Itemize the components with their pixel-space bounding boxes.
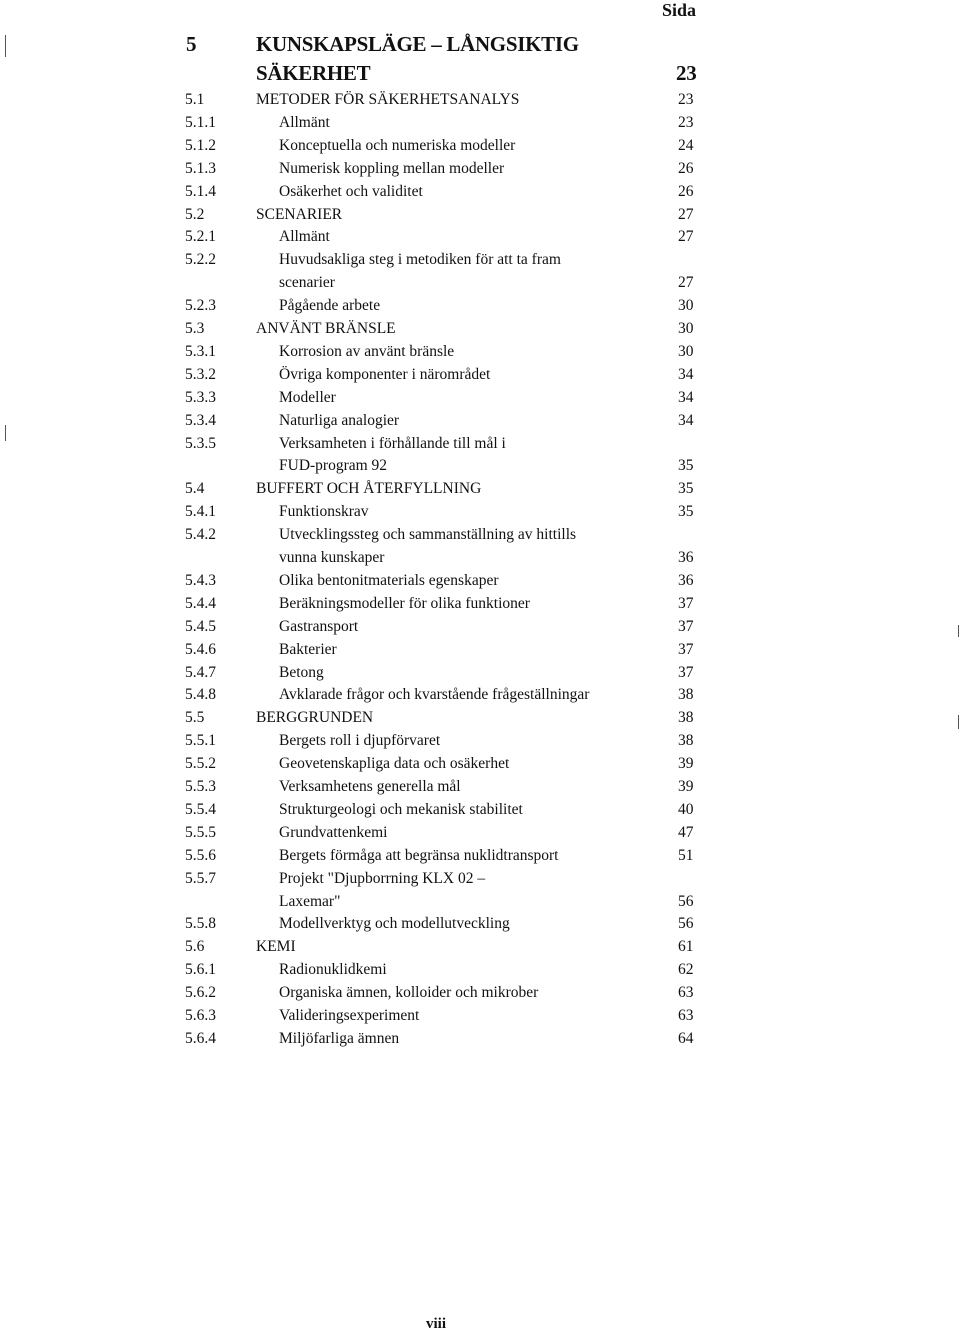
toc-entry-title: Verksamheten i förhållande till mål i <box>279 435 506 452</box>
toc-entry-page: 51 <box>678 847 694 864</box>
toc-entry <box>0 478 960 500</box>
toc-entry-number: 5.4.2 <box>185 526 216 543</box>
toc-entry-number: 5.4.6 <box>185 641 216 658</box>
toc-entry <box>0 135 960 157</box>
toc-entry-title: Beräkningsmodeller för olika funktioner <box>279 595 530 612</box>
toc-entry <box>0 318 960 340</box>
toc-entry-title: Miljöfarliga ämnen <box>279 1030 400 1047</box>
chapter-title-line1: KUNSKAPSLÄGE – LÅNGSIKTIG <box>256 32 579 56</box>
toc-entry-number: 5.6.2 <box>185 984 216 1001</box>
chapter-title-line2: SÄKERHET <box>256 61 371 85</box>
toc-entry <box>0 158 960 180</box>
toc-entry-title: BERGGRUNDEN <box>256 709 374 726</box>
toc-entry <box>0 226 960 248</box>
toc-entry <box>0 249 960 271</box>
toc-entry <box>0 364 960 386</box>
toc-entry-number: 5.4.5 <box>185 618 216 635</box>
toc-entry <box>0 1028 960 1050</box>
toc-entry-number: 5.5.2 <box>185 755 216 772</box>
toc-entry-number: 5.4 <box>185 480 205 497</box>
toc-entry-title: Bakterier <box>279 641 337 658</box>
toc-entry-page: 36 <box>678 549 694 566</box>
toc-entry-page: 36 <box>678 572 694 589</box>
toc-entry-page: 34 <box>678 412 694 429</box>
toc-entry-number: 5.3.2 <box>185 366 216 383</box>
toc-entry <box>0 959 960 981</box>
toc-entry-page: 26 <box>678 160 694 177</box>
toc-entry <box>0 593 960 615</box>
toc-entry-number: 5.5.6 <box>185 847 216 864</box>
toc-entry-page: 35 <box>678 480 694 497</box>
toc-entry-title: Organiska ämnen, kolloider och mikrober <box>279 984 539 1001</box>
toc-entry-title: Allmänt <box>279 114 330 131</box>
toc-entry-title: Korrosion av använt bränsle <box>279 343 455 360</box>
toc-entry <box>0 272 960 294</box>
toc-entry-number: 5.6.3 <box>185 1007 216 1024</box>
toc-entry-number: 5.2.2 <box>185 251 216 268</box>
toc-entry-title: Bergets förmåga att begränsa nuklidtransport <box>279 847 559 864</box>
toc-entry <box>0 662 960 684</box>
toc-entry-title: Modeller <box>279 389 336 406</box>
toc-entry <box>0 433 960 455</box>
toc-entry-title: vunna kunskaper <box>279 549 385 566</box>
toc-entry-page: 37 <box>678 641 694 658</box>
toc-entry-title: Osäkerhet och validitet <box>279 183 423 200</box>
toc-entry <box>0 799 960 821</box>
toc-entry-number: 5.4.7 <box>185 664 216 681</box>
toc-entry <box>0 753 960 775</box>
toc-entry-page: 27 <box>678 228 694 245</box>
scan-margin-mark <box>5 35 6 57</box>
toc-entry <box>0 1005 960 1027</box>
toc-entry-number: 5.3.3 <box>185 389 216 406</box>
toc-entry <box>0 936 960 958</box>
toc-entry <box>0 204 960 226</box>
toc-entry-page: 30 <box>678 297 694 314</box>
toc-entry-title: Grundvattenkemi <box>279 824 388 841</box>
toc-entry-page: 27 <box>678 274 694 291</box>
toc-entry-number: 5.4.4 <box>185 595 216 612</box>
toc-entry-page: 39 <box>678 755 694 772</box>
toc-entry <box>0 913 960 935</box>
toc-entry-page: 47 <box>678 824 694 841</box>
scan-margin-mark <box>958 625 959 637</box>
toc-entry-title: Numerisk koppling mellan modeller <box>279 160 505 177</box>
toc-entry-number: 5.5 <box>185 709 205 726</box>
toc-entry-title: Verksamhetens generella mål <box>279 778 461 795</box>
toc-entry-page: 26 <box>678 183 694 200</box>
toc-entry-title: Valideringsexperiment <box>279 1007 420 1024</box>
toc-entry-number: 5.5.1 <box>185 732 216 749</box>
toc-entry-page: 37 <box>678 618 694 635</box>
toc-entry-title: Övriga komponenter i närområdet <box>279 366 491 383</box>
toc-entry <box>0 730 960 752</box>
toc-entry-page: 30 <box>678 343 694 360</box>
toc-entry-number: 5.5.3 <box>185 778 216 795</box>
toc-entry <box>0 387 960 409</box>
toc-entry-number: 5.1.3 <box>185 160 216 177</box>
toc-entry-title: Geovetenskapliga data och osäkerhet <box>279 755 510 772</box>
toc-entry-title: BUFFERT OCH ÅTERFYLLNING <box>256 480 482 497</box>
toc-entry-number: 5.1.1 <box>185 114 216 131</box>
toc-entry-page: 23 <box>678 91 694 108</box>
toc-entry-number: 5.5.4 <box>185 801 216 818</box>
toc-entry-page: 35 <box>678 503 694 520</box>
toc-entry <box>0 410 960 432</box>
toc-entry-title: Gastransport <box>279 618 359 635</box>
toc-entry-number: 5.4.3 <box>185 572 216 589</box>
toc-entry <box>0 570 960 592</box>
scan-margin-mark <box>5 425 6 441</box>
toc-entry-title: scenarier <box>279 274 335 291</box>
toc-entry-number: 5.1.2 <box>185 137 216 154</box>
toc-entry-number: 5.3 <box>185 320 205 337</box>
toc-entry-number: 5.5.7 <box>185 870 216 887</box>
page-column-header: Sida <box>662 0 697 20</box>
toc-entry-number: 5.5.8 <box>185 915 216 932</box>
toc-entry <box>0 776 960 798</box>
toc-entry-title: SCENARIER <box>256 206 343 223</box>
toc-entry-number: 5.2.1 <box>185 228 216 245</box>
page-number-footer: viii <box>426 1316 447 1332</box>
toc-entry-page: 34 <box>678 389 694 406</box>
toc-entry-page: 38 <box>678 709 694 726</box>
toc-entry-page: 27 <box>678 206 694 223</box>
toc-entry-number: 5.1.4 <box>185 183 216 200</box>
toc-entry-page: 35 <box>678 457 694 474</box>
toc-entry <box>0 341 960 363</box>
toc-entry-title: Betong <box>279 664 324 681</box>
chapter-page: 23 <box>676 61 697 85</box>
toc-entry-title: FUD-program 92 <box>279 457 388 474</box>
toc-entry-number: 5.3.5 <box>185 435 216 452</box>
toc-entry <box>0 982 960 1004</box>
toc-entry-title: Naturliga analogier <box>279 412 400 429</box>
toc-entry-number: 5.1 <box>185 91 205 108</box>
toc-entry <box>0 868 960 890</box>
toc-entry <box>0 891 960 913</box>
toc-entry <box>0 89 960 111</box>
toc-entry-title: Konceptuella och numeriska modeller <box>279 137 516 154</box>
toc-entry-page: 37 <box>678 664 694 681</box>
toc-entry <box>0 707 960 729</box>
toc-entry-number: 5.2.3 <box>185 297 216 314</box>
toc-entry-page: 24 <box>678 137 694 154</box>
toc-entry <box>0 295 960 317</box>
toc-entry <box>0 455 960 477</box>
toc-entry <box>0 639 960 661</box>
toc-entry-page: 63 <box>678 984 694 1001</box>
toc-entry-title: Huvudsakliga steg i metodiken för att ta fram <box>279 251 561 268</box>
toc-entry <box>0 501 960 523</box>
toc-entry <box>0 524 960 546</box>
toc-entry-number: 5.4.1 <box>185 503 216 520</box>
toc-entry-page: 34 <box>678 366 694 383</box>
toc-entry-number: 5.5.5 <box>185 824 216 841</box>
toc-entry-number: 5.6 <box>185 938 205 955</box>
toc-entry <box>0 616 960 638</box>
toc-entry-title: Radionuklidkemi <box>279 961 387 978</box>
toc-entry-title: Olika bentonitmaterials egenskaper <box>279 572 499 589</box>
toc-entry-page: 30 <box>678 320 694 337</box>
toc-entry <box>0 547 960 569</box>
toc-entry-page: 64 <box>678 1030 694 1047</box>
toc-entry-title: Utvecklingssteg och sammanställning av hittills <box>279 526 577 543</box>
toc-entry-title: METODER FÖR SÄKERHETSANALYS <box>256 91 520 108</box>
chapter-number: 5 <box>186 32 197 56</box>
toc-entry-title: ANVÄNT BRÄNSLE <box>256 320 396 337</box>
toc-entry-title: Allmänt <box>279 228 330 245</box>
toc-entry-page: 56 <box>678 893 694 910</box>
toc-entry-page: 61 <box>678 938 694 955</box>
toc-entry-title: Modellverktyg och modellutveckling <box>279 915 510 932</box>
toc-entry-page: 62 <box>678 961 694 978</box>
toc-entry-page: 40 <box>678 801 694 818</box>
toc-entry-number: 5.3.1 <box>185 343 216 360</box>
toc-entry-title: Bergets roll i djupförvaret <box>279 732 441 749</box>
toc-entry <box>0 181 960 203</box>
toc-entry-number: 5.6.4 <box>185 1030 216 1047</box>
toc-entry <box>0 845 960 867</box>
toc-entry-number: 5.2 <box>185 206 205 223</box>
toc-entry-title: Pågående arbete <box>279 297 381 314</box>
toc-entry-page: 37 <box>678 595 694 612</box>
toc-entry <box>0 684 960 706</box>
scan-margin-mark <box>958 715 959 729</box>
toc-entry <box>0 822 960 844</box>
toc-entry-title: Strukturgeologi och mekanisk stabilitet <box>279 801 523 818</box>
toc-entry-title: KEMI <box>256 938 296 955</box>
toc-entry-title: Laxemar" <box>279 893 341 910</box>
toc-entry <box>0 112 960 134</box>
toc-entry-number: 5.3.4 <box>185 412 216 429</box>
toc-entry-page: 56 <box>678 915 694 932</box>
toc-entry-page: 38 <box>678 732 694 749</box>
toc-entry-page: 39 <box>678 778 694 795</box>
toc-entry-page: 63 <box>678 1007 694 1024</box>
toc-entry-number: 5.4.8 <box>185 686 216 703</box>
toc-entry-page: 23 <box>678 114 694 131</box>
toc-entry-title: Funktionskrav <box>279 503 369 520</box>
toc-entry-page: 38 <box>678 686 694 703</box>
toc-entry-number: 5.6.1 <box>185 961 216 978</box>
toc-entry-title: Projekt "Djupborrning KLX 02 – <box>279 870 486 887</box>
toc-entry-title: Avklarade frågor och kvarstående frågeställningar <box>279 686 590 703</box>
